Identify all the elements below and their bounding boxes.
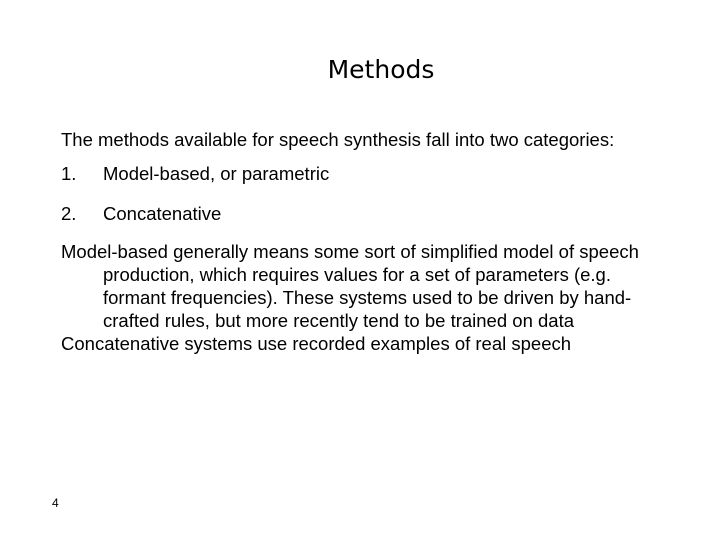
intro-paragraph: The methods available for speech synthesis fall into two categories: [61,129,615,150]
slide-title: Methods [327,55,435,84]
list-item-1 [61,162,673,185]
model-based-paragraph: Model-based generally means some sort of simplified model of speech production, which requires values for a set of parameters (e.g. formant frequencies). These systems used to be driven by hand-crafted rules, but more recently tend to be trained on data [61,241,639,331]
list-number-1: 1. [61,163,77,184]
slide-body [61,128,673,355]
page-number: 4 [52,496,59,510]
list-item-2 [61,202,673,225]
list-text-2: Concatenative [103,203,222,224]
concatenative-paragraph: Concatenative systems use recorded examples of real speech [61,333,572,354]
list-text-1: Model-based, or parametric [103,163,330,184]
list-number-2: 2. [61,203,77,224]
